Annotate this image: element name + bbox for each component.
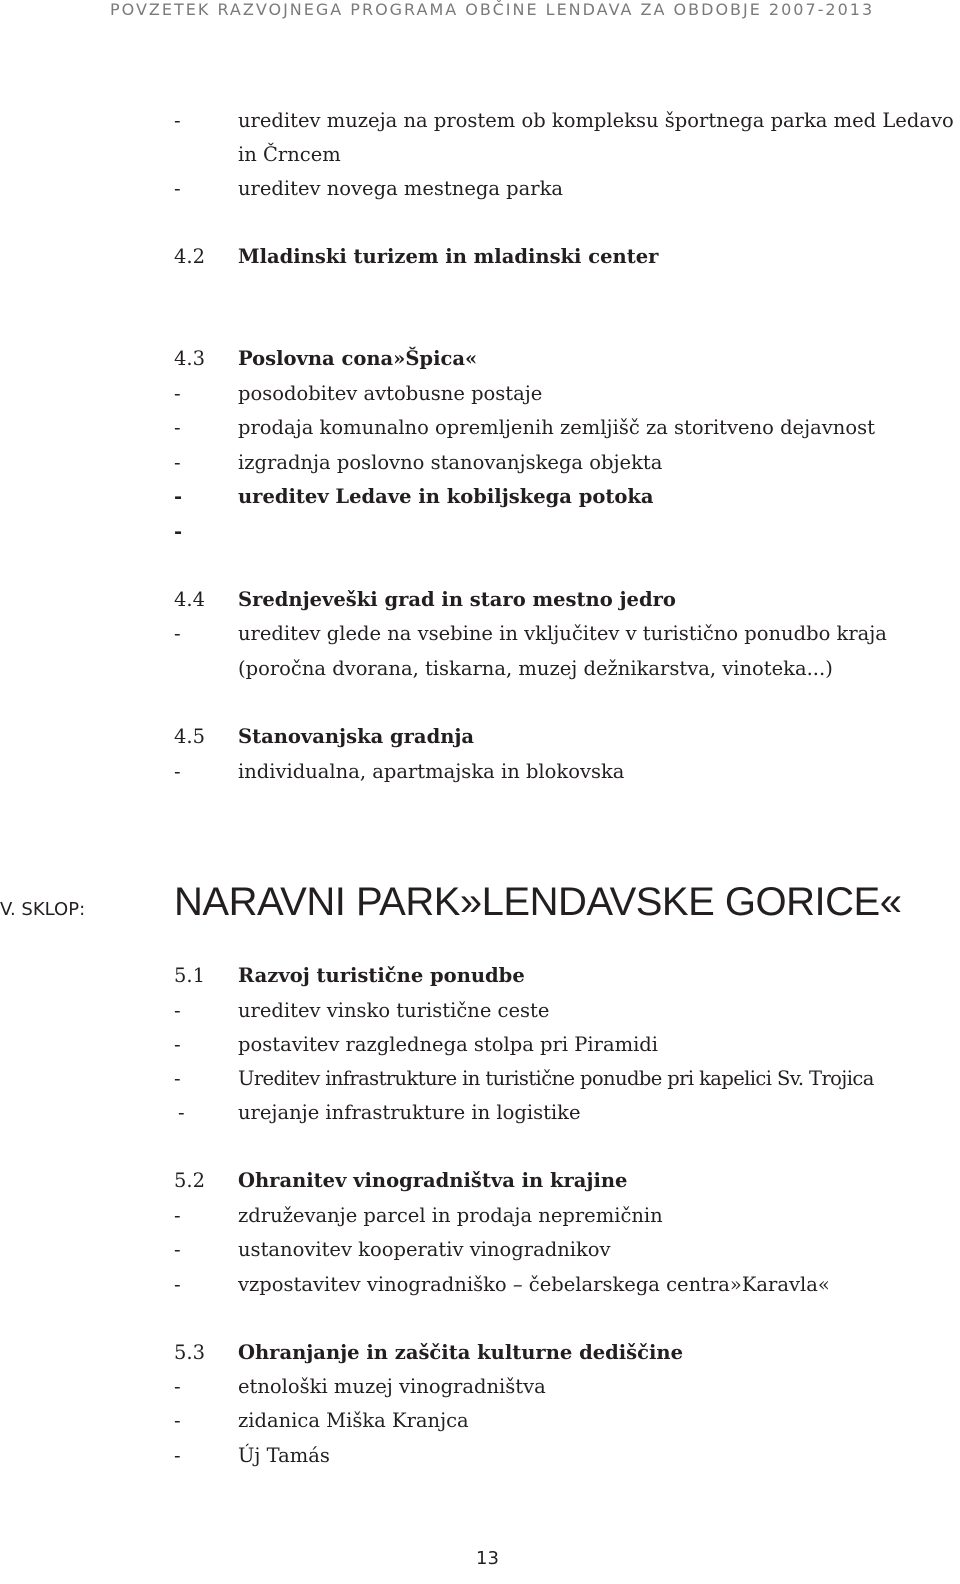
bullet-dash: -: [174, 109, 181, 132]
bullet-dash: -: [178, 1101, 185, 1124]
list-item-text: vzpostavitev vinogradniško – čebelarskega centra»Karavla«: [238, 1273, 830, 1296]
bullet-dash: -: [174, 485, 183, 508]
list-item-text: Új Tamás: [238, 1444, 330, 1467]
list-item-text: ureditev glede na vsebine in vključitev v turistično ponudbo kraja: [238, 622, 887, 645]
subsection-title: Poslovna cona»Špica«: [238, 347, 478, 370]
subsection-title: Ohranjanje in zaščita kulturne dediščine: [238, 1341, 683, 1364]
subsection-number: 5.1: [174, 964, 206, 987]
subsection-number: 4.3: [174, 347, 206, 370]
subsection-number: 4.2: [174, 245, 206, 268]
subsection-number: 5.3: [174, 1341, 206, 1364]
list-item-text: ustanovitev kooperativ vinogradnikov: [238, 1238, 611, 1261]
bullet-dash: -: [174, 1375, 181, 1398]
subsection-title: Razvoj turistične ponudbe: [238, 964, 525, 987]
list-item-text: individualna, apartmajska in blokovska: [238, 760, 625, 783]
section-title: NARAVNI PARK»LENDAVSKE GORICE«: [174, 880, 902, 924]
list-item-text: združevanje parcel in prodaja nepremičnin: [238, 1204, 663, 1227]
section-label: V. SKLOP:: [0, 899, 86, 920]
bullet-dash: -: [174, 1033, 181, 1056]
subsection-title: Ohranitev vinogradništva in krajine: [238, 1169, 628, 1192]
bullet-dash: -: [174, 177, 181, 200]
bullet-dash: -: [174, 760, 181, 783]
list-item-text: Ureditev infrastrukture in turistične ponudbe pri kapelici Sv. Trojica: [238, 1067, 874, 1090]
bullet-dash: -: [174, 1409, 181, 1432]
list-item-text: prodaja komunalno opremljenih zemljišč za storitveno dejavnost: [238, 416, 875, 439]
bullet-dash: -: [174, 451, 181, 474]
bullet-dash: -: [174, 1273, 181, 1296]
list-item-text: zidanica Miška Kranjca: [238, 1409, 469, 1432]
bullet-dash: -: [174, 1444, 181, 1467]
bullet-dash: -: [174, 1204, 181, 1227]
list-item-text: ureditev vinsko turistične ceste: [238, 999, 550, 1022]
subsection-title: Mladinski turizem in mladinski center: [238, 245, 659, 268]
subsection-title: Stanovanjska gradnja: [238, 725, 475, 748]
bullet-dash: -: [174, 999, 181, 1022]
bullet-dash: -: [174, 382, 181, 405]
list-item-text: etnološki muzej vinogradništva: [238, 1375, 546, 1398]
subsection-number: 4.5: [174, 725, 206, 748]
bullet-dash: -: [174, 416, 181, 439]
subsection-number: 5.2: [174, 1169, 206, 1192]
bullet-dash: -: [174, 622, 181, 645]
list-item-text: ureditev Ledave in kobiljskega potoka: [238, 485, 654, 508]
page-number: 13: [476, 1548, 499, 1569]
list-item-text: ureditev novega mestnega parka: [238, 177, 564, 200]
subsection-title: Srednjeveški grad in staro mestno jedro: [238, 588, 676, 611]
list-item-text: in Črncem: [238, 143, 341, 166]
bullet-dash: -: [174, 520, 183, 543]
running-header: POVZETEK RAZVOJNEGA PROGRAMA OBČINE LENDAVA ZA OBDOBJE 2007-2013: [110, 0, 875, 19]
bullet-dash: -: [174, 1238, 181, 1261]
list-item-text: posodobitev avtobusne postaje: [238, 382, 543, 405]
list-item-text: postavitev razglednega stolpa pri Piramidi: [238, 1033, 659, 1056]
list-item-text: (poročna dvorana, tiskarna, muzej dežnikarstva, vinoteka...): [238, 657, 833, 680]
list-item-text: ureditev muzeja na prostem ob kompleksu športnega parka med Ledavo: [238, 109, 954, 132]
bullet-dash: -: [174, 1067, 181, 1090]
list-item-text: izgradnja poslovno stanovanjskega objekta: [238, 451, 663, 474]
list-item-text: urejanje infrastrukture in logistike: [238, 1101, 581, 1124]
subsection-number: 4.4: [174, 588, 206, 611]
